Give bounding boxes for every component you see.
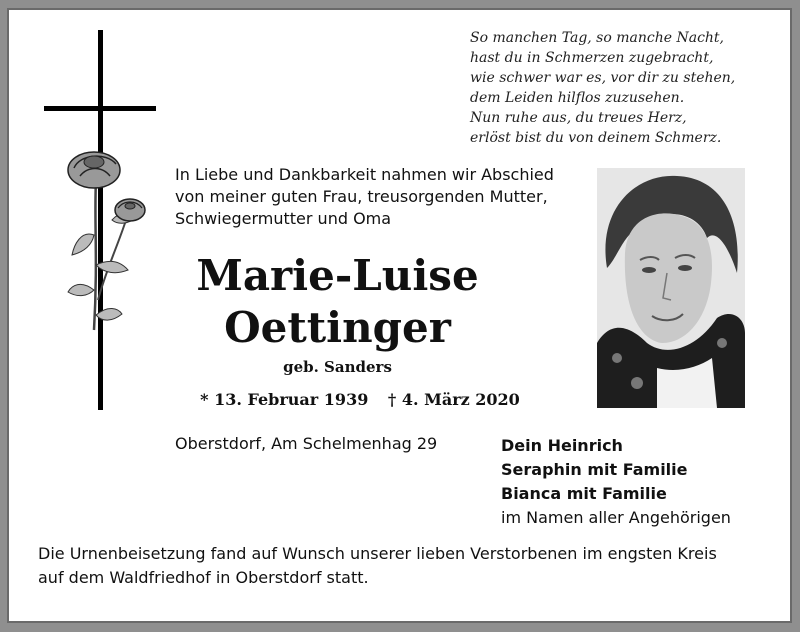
poem (470, 28, 770, 148)
poem-line: hast du in Schmerzen zugebracht, (470, 50, 714, 66)
intro-line: Schwiegermutter und Oma (175, 209, 392, 228)
life-dates (175, 390, 545, 409)
address: Oberstdorf, Am Schelmenhag 29 (175, 434, 438, 453)
notice-line: auf dem Waldfriedhof in Oberstdorf statt. (38, 568, 369, 587)
maiden-name: geb. Sanders (283, 358, 392, 376)
mourner: Seraphin mit Familie (501, 460, 688, 479)
first-name: Marie-Luise (196, 251, 479, 300)
poem-line: dem Leiden hilflos zuzusehen. (470, 90, 685, 106)
portrait-photo (597, 168, 745, 408)
deceased-name (175, 250, 500, 354)
mourner: Dein Heinrich (501, 436, 623, 455)
intro-text (175, 164, 585, 230)
mourner: Bianca mit Familie (501, 484, 667, 503)
death-date: † 4. März 2020 (387, 390, 520, 409)
burial-notice (38, 542, 778, 590)
poem-line: Nun ruhe aus, du treues Herz, (470, 110, 687, 126)
birth-date: * 13. Februar 1939 (200, 390, 369, 409)
last-name: Oettinger (224, 303, 451, 352)
poem-line: So manchen Tag, so manche Nacht, (470, 30, 725, 46)
cross-with-roses-icon (36, 30, 156, 410)
mourners-list (501, 434, 731, 530)
poem-line: wie schwer war es, vor dir zu stehen, (470, 70, 736, 86)
intro-line: von meiner guten Frau, treusorgenden Mutter, (175, 187, 548, 206)
mourners-note: im Namen aller Angehörigen (501, 508, 731, 527)
intro-line: In Liebe und Dankbarkeit nahmen wir Abschied (175, 165, 554, 184)
poem-line: erlöst bist du von deinem Schmerz. (470, 130, 722, 146)
notice-line: Die Urnenbeisetzung fand auf Wunsch unserer lieben Verstorbenen im engsten Kreis (38, 544, 717, 563)
